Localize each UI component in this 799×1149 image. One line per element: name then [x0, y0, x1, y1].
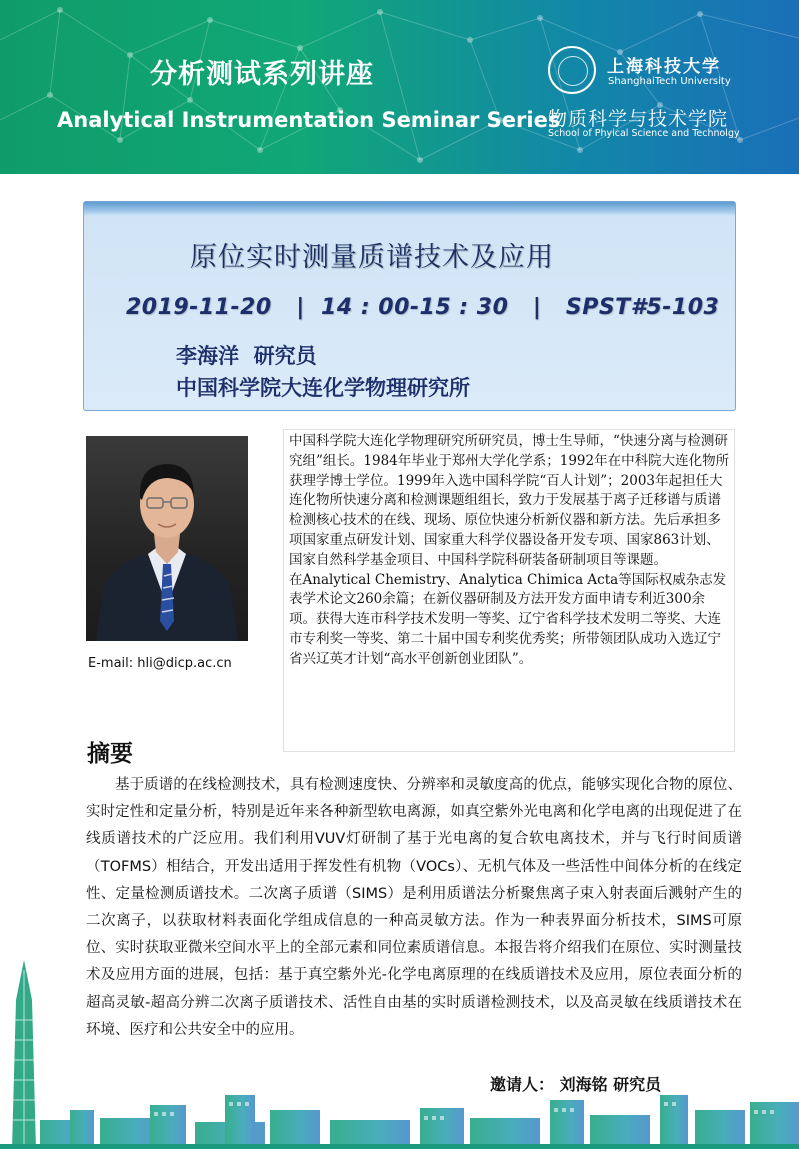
title-box-header-bar: [84, 202, 735, 216]
portrait-illustration: [86, 436, 248, 641]
series-title-en: Analytical Instrumentation Seminar Series: [57, 108, 561, 132]
campus-skyline-illustration: [0, 960, 799, 1149]
speaker-affiliation: 中国科学院大连化学物理研究所: [176, 376, 470, 400]
talk-date-time-room: 2019-11-20 | 14 : 00-15 : 30 | SPST#5-103: [126, 295, 720, 320]
network-pattern: [0, 0, 799, 174]
bio-paragraph-2: 在Analytical Chemistry、Analytica Chimica Acta等国际权威杂志发表学术论文260余篇；在新仪器研制及方法开发方面申请专利近300余项。获得大连市科学技术发明一等奖、辽宁省科学技术发明二等奖、大连市专利奖一等奖、第二十届中国专利奖优秀奖；所带领团队成功入选辽宁省兴辽英才计划“高水平创新创业团队”。: [289, 571, 727, 667]
talk-info-box: [83, 201, 736, 411]
speaker-photo: [86, 436, 248, 641]
speaker-bio: [283, 429, 735, 752]
talk-title: 原位实时测量质谱技术及应用: [190, 242, 554, 273]
university-logo: [548, 46, 596, 94]
school-name-cn: 物质科学与技术学院: [548, 108, 729, 130]
bio-paragraph-1: 中国科学院大连化学物理研究所研究员，博士生导师，“快速分离与检测研究组”组长。1984年毕业于郑州大学化学系；1992年在中科院大连化物所获理学博士学位。1999年入选中国科学院“百人计划”；2003年起担任大连化物所快速分离和检测课题组组长，致力于发展基于离子迁移谱与质谱检测核心技术的在线、现场、原位快速分析新仪器和新方法。先后承担多项国家重点研发计划、国家重大科学仪器设备开发专项、国家863计划、国家自然科学基金项目、中国科学院科研装备研制项目等课题。: [289, 433, 730, 568]
header-banner: [0, 0, 799, 174]
inviter: 邀请人： 刘海铭 研究员: [490, 1075, 662, 1094]
speaker-email[interactable]: E-mail: hli@dicp.ac.cn: [88, 656, 232, 671]
school-name-en: School of Phyical Science and Technolgy: [548, 128, 740, 139]
speaker-name: 李海洋 研究员: [176, 344, 317, 368]
abstract-heading: 摘要: [87, 741, 133, 767]
university-name-en: ShanghaiTech University: [608, 76, 731, 87]
series-title-cn: 分析测试系列讲座: [150, 59, 374, 90]
abstract-body: 基于质谱的在线检测技术，具有检测速度快、分辨率和灵敏度高的优点，能够实现化合物的原位、实时定性和定量分析，特别是近年来各种新型软电离源，如真空紫外光电离和化学电离的出现促进了在线质谱技术的广泛应用。我们利用VUV灯研制了基于光电离的复合软电离技术，并与飞行时间质谱（TOFMS）相结合，开发出适用于挥发性有机物（VOCs）、无机气体及一些活性中间体分析的在线定性、定量检测质谱技术。二次离子质谱（SIMS）是利用质谱法分析聚焦离子束入射表面后溅射产生的二次离子，以获取材料表面化学组成信息的一种高灵敏方法。作为一种表界面分析技术，SIMS可原位、实时获取亚微米空间水平上的全部元素和同位素质谱信息。本报告将介绍我们在原位、实时测量技术及应用方面的进展，包括：基于真空紫外光-化学电离原理的在线质谱技术及应用，原位表面分析的超高灵敏-超高分辨二次离子质谱技术、活性自由基的实时质谱检测技术，以及高灵敏在线质谱技术在环境、医疗和公共安全中的应用。: [86, 777, 742, 1038]
university-name-cn: 上海科技大学: [607, 57, 721, 77]
